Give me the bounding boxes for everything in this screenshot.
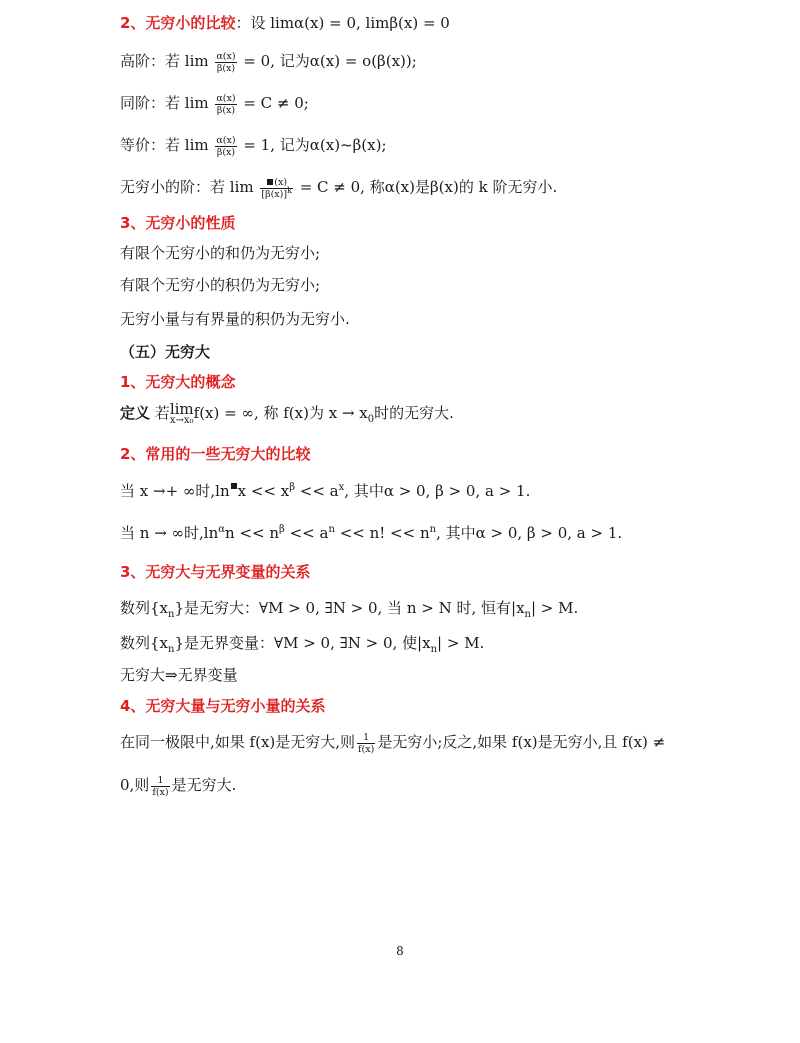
inf4-l2-a: 0,则 xyxy=(120,776,150,794)
inf3-l1-sub2: n xyxy=(524,609,531,620)
inf3-heading: 3、无穷大与无界变量的关系 xyxy=(120,563,311,581)
inf3-l1-a: 数列{x xyxy=(120,599,169,617)
inf3-l2-sub1: n xyxy=(168,644,175,655)
inf2-l2-a: 当 n → ∞时,ln xyxy=(120,524,219,542)
fraction-numerator: α(x) xyxy=(216,134,236,146)
fraction-denominator xyxy=(260,185,293,200)
inf2-l1-c: << a xyxy=(299,482,339,500)
inf2-l1-sup1: β xyxy=(289,482,295,493)
equivalent-tail: = 1, 记为α(x)~β(x); xyxy=(243,136,387,154)
inf2-l2-b: n << n xyxy=(225,524,280,542)
inf2-l1-d: , 其中α > 0, β > 0, a > 1. xyxy=(344,482,531,500)
placeholder-glyph xyxy=(267,179,273,185)
high-order-tail: = 0, 记为α(x) = o(β(x)); xyxy=(243,52,417,70)
order-denominator-text: [β(x)] xyxy=(261,188,288,200)
fraction-denominator: β(x) xyxy=(216,62,236,74)
high-order-label: 高阶：若 lim xyxy=(120,52,209,70)
sec3-heading-line xyxy=(120,212,235,234)
sec3-line-1: 有限个无穷小的和仍为无穷小; xyxy=(120,244,321,262)
equivalent-line xyxy=(120,134,387,158)
inf2-l2-e: , 其中α > 0, β > 0, a > 1. xyxy=(436,524,623,542)
order-numerator-text: (x) xyxy=(274,176,288,188)
reciprocal-fraction xyxy=(357,732,375,755)
sec3-line-3: 无穷小量与有界量的积仍为无穷小. xyxy=(120,310,350,328)
inf2-line-1 xyxy=(120,480,530,505)
inf2-l2-c: << a xyxy=(289,524,329,542)
fraction-denominator: f(x) xyxy=(358,743,375,755)
sec2-condition: 设 limα(x) = 0, limβ(x) = 0 xyxy=(250,14,450,32)
order-fraction xyxy=(260,177,293,200)
inf2-l2-sup3: n xyxy=(328,524,335,535)
high-order-fraction xyxy=(215,51,236,74)
fraction-denominator: β(x) xyxy=(216,104,236,116)
inf3-l1-sub1: n xyxy=(168,609,175,620)
inf3-l1-b: }是无穷大：∀M > 0, ∃N > 0, 当 n > N 时, 恒有|x xyxy=(174,599,525,617)
order-line xyxy=(120,176,557,200)
inf2-l1-b: x << x xyxy=(237,482,290,500)
inf4-line-2 xyxy=(120,774,236,798)
inf2-line-2 xyxy=(120,522,622,547)
definition-subscript: 0 xyxy=(367,414,375,425)
inf3-l2-c: | > M. xyxy=(437,634,485,652)
inf4-heading-line xyxy=(120,695,325,717)
inf3-line-3: 无穷大⇒无界变量 xyxy=(120,666,238,684)
equivalent-fraction xyxy=(215,135,236,158)
inf4-l1-b: 是无穷小;反之,如果 f(x)是无穷小,且 f(x) ≠ xyxy=(377,733,666,751)
inf2-l2-sup4: n xyxy=(429,524,437,535)
inf3-l2-a: 数列{x xyxy=(120,634,169,652)
placeholder-glyph xyxy=(231,483,237,489)
fraction-numerator: α(x) xyxy=(216,50,236,62)
definition-tail-a: f(x) = ∞, 称 f(x)为 x → x xyxy=(193,404,368,422)
sec2-heading-line xyxy=(120,12,450,34)
part5-heading-line xyxy=(120,341,210,363)
inf4-line-1 xyxy=(120,731,665,755)
fraction-numerator: 1 xyxy=(151,775,169,787)
order-exponent: k xyxy=(287,185,292,195)
inf3-l2-b: }是无界变量：∀M > 0, ∃N > 0, 使|x xyxy=(174,634,431,652)
inf2-l2-sup1: α xyxy=(218,524,226,535)
inf3-l2-sub2: n xyxy=(430,644,438,655)
fraction-denominator: β(x) xyxy=(216,146,236,158)
inf1-heading-line xyxy=(120,371,235,393)
definition-label: 定义 xyxy=(120,404,151,422)
inf4-heading: 4、无穷大量与无穷小量的关系 xyxy=(120,697,326,715)
part5-heading: （五）无穷大 xyxy=(120,343,211,361)
inf2-l1-sup2: x xyxy=(338,482,345,493)
inf2-l2-d: << n! << n xyxy=(339,524,430,542)
inf1-heading: 1、无穷大的概念 xyxy=(120,373,236,391)
sec3-line-2: 有限个无穷小的积仍为无穷小; xyxy=(120,276,321,294)
order-label: 无穷小的阶：若 lim xyxy=(120,178,254,196)
limit-subscript: x→x₀ xyxy=(169,415,194,426)
inf2-l1-a: 当 x →+ ∞时,ln xyxy=(120,482,230,500)
limit-operator xyxy=(170,402,194,426)
same-order-fraction xyxy=(215,93,236,116)
inf2-l2-sup2: β xyxy=(279,524,285,535)
sec3-heading: 3、无穷小的性质 xyxy=(120,214,236,232)
definition-tail-b: 时的无穷大. xyxy=(374,404,454,422)
page-number: 8 xyxy=(396,944,404,958)
high-order-line xyxy=(120,50,417,74)
order-tail: = C ≠ 0, 称α(x)是β(x)的 k 阶无穷小. xyxy=(299,178,558,196)
inf1-definition-line xyxy=(120,402,454,427)
inf3-l1-c: | > M. xyxy=(530,599,579,617)
inf3-line-2 xyxy=(120,632,484,657)
fraction-denominator: f(x) xyxy=(152,786,169,798)
inf2-heading: 2、常用的一些无穷大的比较 xyxy=(120,445,311,463)
limit-text: lim xyxy=(169,400,194,418)
sec2-heading: 2、无穷小的比较 xyxy=(120,14,236,32)
inf3-line-1 xyxy=(120,597,578,622)
inf3-heading-line xyxy=(120,561,310,583)
fraction-numerator: α(x) xyxy=(216,92,236,104)
inf2-heading-line xyxy=(120,443,310,465)
definition-pre: 若 xyxy=(154,404,170,422)
equivalent-label: 等价：若 lim xyxy=(120,136,209,154)
sec2-colon: ： xyxy=(235,14,251,32)
reciprocal-fraction xyxy=(151,775,169,798)
same-order-label: 同阶：若 lim xyxy=(120,94,209,112)
same-order-tail: = C ≠ 0; xyxy=(243,94,309,112)
inf4-l2-b: 是无穷大. xyxy=(171,776,237,794)
fraction-numerator: 1 xyxy=(357,732,375,744)
inf4-l1-a: 在同一极限中,如果 f(x)是无穷大,则 xyxy=(120,733,356,751)
same-order-line xyxy=(120,92,309,116)
